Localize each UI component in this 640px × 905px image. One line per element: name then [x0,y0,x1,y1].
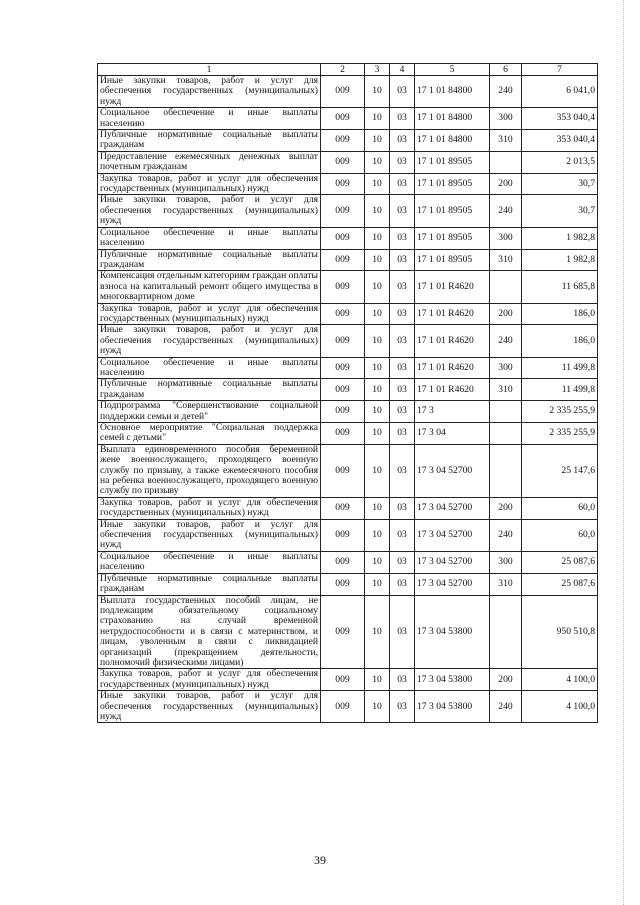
expense-type-cell: 300 [490,227,522,249]
item-name-cell: Основное мероприятие "Социальная поддержка семей с детьми" [98,423,321,445]
subsection-code-cell: 03 [390,519,415,551]
ministry-code-cell: 009 [321,108,365,130]
header-col-6: 6 [490,64,522,76]
table-row [98,401,598,423]
amount-cell: 25 147,6 [522,444,598,497]
subsection-code-cell: 03 [390,357,415,379]
target-article-cell: 17 1 01 84800 [415,108,490,130]
table-row [98,130,598,152]
subsection-code-cell: 03 [390,669,415,691]
item-name-cell: Публичные нормативные социальные выплаты гражданам [98,573,321,595]
amount-cell: 950 510,8 [522,595,598,669]
item-name-cell: Социальное обеспечение и иные выплаты населению [98,108,321,130]
ministry-code-cell: 009 [321,130,365,152]
expense-type-cell [490,444,522,497]
header-col-7: 7 [522,64,598,76]
header-col-3: 3 [365,64,390,76]
expense-type-cell [490,271,522,303]
expense-type-cell [490,401,522,423]
table-body [98,76,598,723]
amount-cell: 11 499,8 [522,357,598,379]
table-row [98,151,598,173]
table-row [98,691,598,723]
expense-type-cell: 240 [490,76,522,108]
ministry-code-cell: 009 [321,151,365,173]
target-article-cell: 17 1 01 89505 [415,249,490,271]
target-article-cell: 17 1 01 R4620 [415,325,490,357]
expense-type-cell: 240 [490,691,522,723]
subsection-code-cell: 03 [390,401,415,423]
section-code-cell: 10 [365,551,390,573]
header-col-5: 5 [415,64,490,76]
ministry-code-cell: 009 [321,573,365,595]
table-row [98,423,598,445]
item-name-cell: Социальное обеспечение и иные выплаты населению [98,227,321,249]
item-name-cell: Публичные нормативные социальные выплаты гражданам [98,130,321,152]
ministry-code-cell: 009 [321,519,365,551]
subsection-code-cell: 03 [390,303,415,325]
target-article-cell: 17 1 01 R4620 [415,271,490,303]
amount-cell: 1 982,8 [522,249,598,271]
item-name-cell: Закупка товаров, работ и услуг для обеспечения государственных (муниципальных) нужд [98,173,321,195]
subsection-code-cell: 03 [390,108,415,130]
subsection-code-cell: 03 [390,76,415,108]
item-name-cell: Иные закупки товаров, работ и услуг для обеспечения государственных (муниципальных) нужд [98,195,321,227]
subsection-code-cell: 03 [390,691,415,723]
section-code-cell: 10 [365,497,390,519]
amount-cell: 186,0 [522,303,598,325]
item-name-cell: Подпрограмма "Совершенствование социальной поддержки семьи и детей" [98,401,321,423]
header-col-1: 1 [98,64,321,76]
item-name-cell: Закупка товаров, работ и услуг для обеспечения государственных (муниципальных) нужд [98,303,321,325]
section-code-cell: 10 [365,173,390,195]
expense-type-cell: 200 [490,173,522,195]
table-row [98,669,598,691]
item-name-cell: Компенсация отдельным категориям граждан оплаты взноса на капитальный ремонт общего имущества в многоквартирном доме [98,271,321,303]
table-row [98,497,598,519]
section-code-cell: 10 [365,151,390,173]
ministry-code-cell: 009 [321,195,365,227]
subsection-code-cell: 03 [390,130,415,152]
ministry-code-cell: 009 [321,325,365,357]
subsection-code-cell: 03 [390,151,415,173]
ministry-code-cell: 009 [321,303,365,325]
target-article-cell: 17 3 04 52700 [415,551,490,573]
subsection-code-cell: 03 [390,379,415,401]
ministry-code-cell: 009 [321,691,365,723]
expense-type-cell: 200 [490,669,522,691]
amount-cell: 1 982,8 [522,227,598,249]
amount-cell: 2 335 255,9 [522,423,598,445]
section-code-cell: 10 [365,303,390,325]
budget-table [97,63,598,723]
amount-cell: 60,0 [522,497,598,519]
target-article-cell: 17 1 01 89505 [415,227,490,249]
table-row [98,195,598,227]
table-row [98,595,598,669]
table-row [98,379,598,401]
expense-type-cell: 310 [490,573,522,595]
expense-type-cell: 310 [490,249,522,271]
amount-cell: 186,0 [522,325,598,357]
section-code-cell: 10 [365,401,390,423]
subsection-code-cell: 03 [390,195,415,227]
section-code-cell: 10 [365,691,390,723]
ministry-code-cell: 009 [321,249,365,271]
table-row [98,227,598,249]
expense-type-cell [490,423,522,445]
amount-cell: 11 685,8 [522,271,598,303]
table-row [98,271,598,303]
expense-type-cell: 300 [490,108,522,130]
table-row [98,173,598,195]
subsection-code-cell: 03 [390,271,415,303]
expense-type-cell: 240 [490,325,522,357]
target-article-cell: 17 3 04 [415,423,490,445]
expense-type-cell [490,151,522,173]
table-row [98,76,598,108]
target-article-cell: 17 1 01 89505 [415,173,490,195]
item-name-cell: Социальное обеспечение и иные выплаты населению [98,357,321,379]
subsection-code-cell: 03 [390,325,415,357]
item-name-cell: Выплата государственных пособий лицам, не подлежащим обязательному социальному страхованию на случай временной нетрудоспособности и в связи с материнством, и лицам, уволенным в связи с ликвидацией организаций (прекращением деятельности, полномочий физическими лицами) [98,595,321,669]
amount-cell: 353 040,4 [522,130,598,152]
target-article-cell: 17 3 04 52700 [415,573,490,595]
target-article-cell: 17 1 01 89505 [415,195,490,227]
ministry-code-cell: 009 [321,595,365,669]
page-number: 39 [314,853,326,867]
subsection-code-cell: 03 [390,173,415,195]
amount-cell: 30,7 [522,195,598,227]
target-article-cell: 17 1 01 R4620 [415,303,490,325]
expense-type-cell: 240 [490,519,522,551]
ministry-code-cell: 009 [321,497,365,519]
amount-cell: 6 041,0 [522,76,598,108]
expense-type-cell: 240 [490,195,522,227]
target-article-cell: 17 3 04 53800 [415,669,490,691]
section-code-cell: 10 [365,379,390,401]
ministry-code-cell: 009 [321,444,365,497]
target-article-cell: 17 1 01 R4620 [415,357,490,379]
table-row [98,551,598,573]
ministry-code-cell: 009 [321,227,365,249]
table-row [98,444,598,497]
section-code-cell: 10 [365,130,390,152]
target-article-cell: 17 3 [415,401,490,423]
section-code-cell: 10 [365,444,390,497]
ministry-code-cell: 009 [321,76,365,108]
target-article-cell: 17 3 04 53800 [415,691,490,723]
ministry-code-cell: 009 [321,669,365,691]
target-article-cell: 17 3 04 52700 [415,444,490,497]
ministry-code-cell: 009 [321,271,365,303]
item-name-cell: Закупка товаров, работ и услуг для обеспечения государственных (муниципальных) нужд [98,669,321,691]
item-name-cell: Иные закупки товаров, работ и услуг для обеспечения государственных (муниципальных) нужд [98,76,321,108]
expense-type-cell: 300 [490,551,522,573]
target-article-cell: 17 1 01 R4620 [415,379,490,401]
section-code-cell: 10 [365,227,390,249]
table-row [98,303,598,325]
section-code-cell: 10 [365,669,390,691]
amount-cell: 353 040,4 [522,108,598,130]
ministry-code-cell: 009 [321,379,365,401]
amount-cell: 25 087,6 [522,573,598,595]
amount-cell: 2 335 255,9 [522,401,598,423]
item-name-cell: Иные закупки товаров, работ и услуг для обеспечения государственных (муниципальных) нужд [98,691,321,723]
expense-type-cell: 200 [490,497,522,519]
target-article-cell: 17 3 04 52700 [415,497,490,519]
item-name-cell: Публичные нормативные социальные выплаты гражданам [98,379,321,401]
ministry-code-cell: 009 [321,551,365,573]
item-name-cell: Иные закупки товаров, работ и услуг для обеспечения государственных (муниципальных) нужд [98,325,321,357]
subsection-code-cell: 03 [390,551,415,573]
target-article-cell: 17 3 04 52700 [415,519,490,551]
ministry-code-cell: 009 [321,423,365,445]
table-row [98,357,598,379]
expense-type-cell: 200 [490,303,522,325]
expense-type-cell: 310 [490,130,522,152]
expense-type-cell: 300 [490,357,522,379]
table-row [98,519,598,551]
target-article-cell: 17 1 01 84800 [415,130,490,152]
target-article-cell: 17 1 01 89505 [415,151,490,173]
budget-sheet [97,63,597,723]
subsection-code-cell: 03 [390,573,415,595]
subsection-code-cell: 03 [390,497,415,519]
section-code-cell: 10 [365,519,390,551]
section-code-cell: 10 [365,423,390,445]
header-col-2: 2 [321,64,365,76]
subsection-code-cell: 03 [390,227,415,249]
table-row [98,573,598,595]
amount-cell: 60,0 [522,519,598,551]
section-code-cell: 10 [365,108,390,130]
section-code-cell: 10 [365,325,390,357]
section-code-cell: 10 [365,271,390,303]
target-article-cell: 17 3 04 53800 [415,595,490,669]
expense-type-cell: 310 [490,379,522,401]
section-code-cell: 10 [365,195,390,227]
amount-cell: 2 013,5 [522,151,598,173]
item-name-cell: Социальное обеспечение и иные выплаты населению [98,551,321,573]
ministry-code-cell: 009 [321,357,365,379]
subsection-code-cell: 03 [390,595,415,669]
amount-cell: 11 499,8 [522,379,598,401]
target-article-cell: 17 1 01 84800 [415,76,490,108]
item-name-cell: Закупка товаров, работ и услуг для обеспечения государственных (муниципальных) нужд [98,497,321,519]
section-code-cell: 10 [365,249,390,271]
expense-type-cell [490,595,522,669]
scan-edge-line [622,0,624,905]
table-row [98,108,598,130]
subsection-code-cell: 03 [390,249,415,271]
header-col-4: 4 [390,64,415,76]
subsection-code-cell: 03 [390,423,415,445]
section-code-cell: 10 [365,573,390,595]
subsection-code-cell: 03 [390,444,415,497]
section-code-cell: 10 [365,76,390,108]
item-name-cell: Выплата единовременного пособия беременной жене военнослужащего, проходящего военную службу по призыву, а также ежемесячного пособия на ребенка военнослужащего, проходящего военную службу по призыву [98,444,321,497]
table-row [98,325,598,357]
item-name-cell: Публичные нормативные социальные выплаты гражданам [98,249,321,271]
section-code-cell: 10 [365,595,390,669]
section-code-cell: 10 [365,357,390,379]
ministry-code-cell: 009 [321,173,365,195]
table-row [98,249,598,271]
item-name-cell: Предоставление ежемесячных денежных выплат почетным гражданам [98,151,321,173]
amount-cell: 4 100,0 [522,669,598,691]
amount-cell: 25 087,6 [522,551,598,573]
amount-cell: 4 100,0 [522,691,598,723]
amount-cell: 30,7 [522,173,598,195]
header-row [98,64,598,76]
ministry-code-cell: 009 [321,401,365,423]
item-name-cell: Иные закупки товаров, работ и услуг для обеспечения государственных (муниципальных) нужд [98,519,321,551]
